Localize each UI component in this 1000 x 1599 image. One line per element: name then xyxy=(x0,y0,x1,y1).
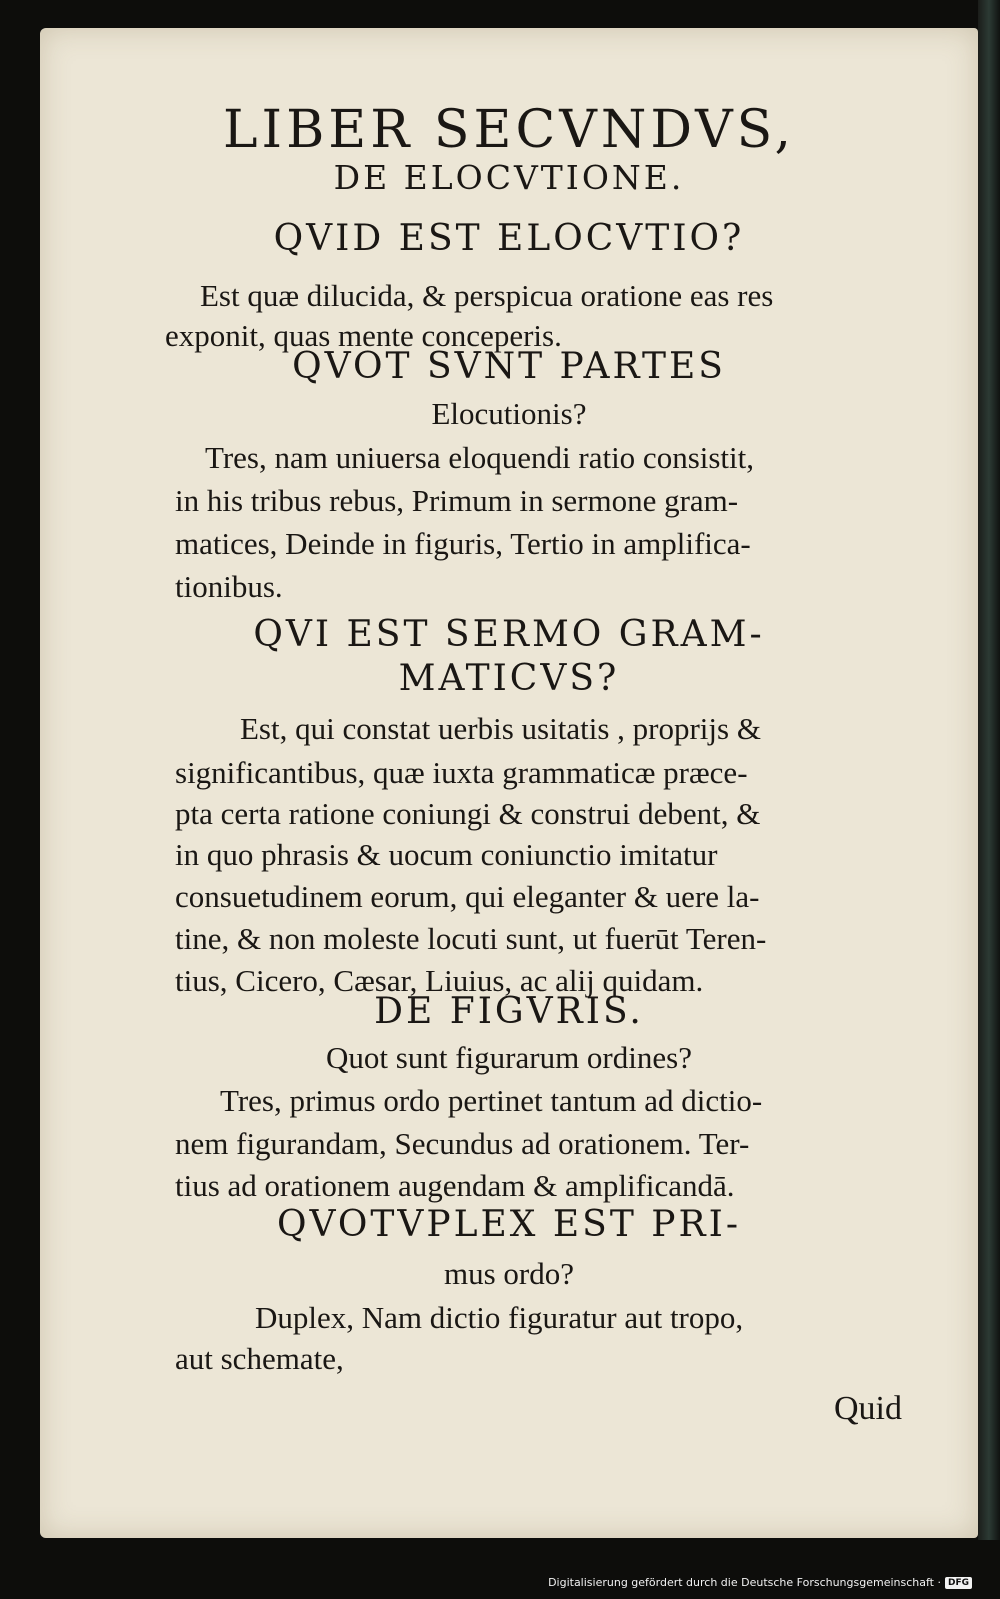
text-line: in quo phrasis & uocum coniunctio imitatur xyxy=(175,837,718,872)
text-line: mus ordo? xyxy=(443,1256,574,1291)
heading-line: LIBER SECVNDVS, xyxy=(223,100,795,160)
catchword: Quid xyxy=(834,1390,902,1427)
text-line: aut schemate, xyxy=(175,1341,344,1376)
text-line: Elocutionis? xyxy=(431,396,587,431)
text-line: Est quæ dilucida, & perspicua oratione eas res xyxy=(200,278,774,313)
book-page xyxy=(40,28,978,1538)
text-line: tius ad orationem augendam & amplificandā. xyxy=(175,1168,735,1203)
text-line: Duplex, Nam dictio figuratur aut tropo, xyxy=(255,1300,744,1335)
text-line: nem figurandam, Secundus ad orationem. Ter- xyxy=(175,1126,750,1161)
heading-line: QVOTVPLEX EST PRI- xyxy=(277,1204,741,1245)
text-line: tionibus. xyxy=(175,569,283,604)
text-line: Quot sunt figurarum ordines? xyxy=(326,1040,692,1075)
text-line: tine, & non moleste locuti sunt, ut fuerūt Teren- xyxy=(175,921,767,956)
text-line: exponit, quas mente conceperis. xyxy=(165,318,562,353)
text-line: tius, Cicero, Cæsar, Liuius, ac alij quidam. xyxy=(175,963,704,998)
text-line: Tres, nam uniuersa eloquendi ratio consistit, xyxy=(205,440,755,475)
text-line: significantibus, quæ iuxta grammaticæ præce- xyxy=(175,755,748,790)
digitization-credit xyxy=(548,1576,972,1589)
text-line: consuetudinem eorum, qui eleganter & uere la- xyxy=(175,879,760,914)
heading-line: MATICVS? xyxy=(398,658,620,699)
heading-line: DE FIGVRIS. xyxy=(374,991,644,1032)
text-line: pta certa ratione coniungi & construi debent, & xyxy=(175,796,761,831)
text-line: Tres, primus ordo pertinet tantum ad dictio- xyxy=(220,1083,763,1118)
dfg-logo: DFG xyxy=(945,1577,972,1589)
heading-line: QVID EST ELOCVTIO? xyxy=(273,218,745,259)
heading-line: QVOT SVNT PARTES xyxy=(292,346,726,387)
text-line: matices, Deinde in figuris, Tertio in amplifica- xyxy=(175,526,751,561)
heading-line: DE ELOCVTIONE. xyxy=(333,158,685,197)
heading-line: QVI EST SERMO GRAM- xyxy=(253,614,765,655)
text-line: in his tribus rebus, Primum in sermone gram- xyxy=(175,483,739,518)
text-line: Est, qui constat uerbis usitatis , proprijs & xyxy=(240,711,761,746)
credit-text: Digitalisierung gefördert durch die Deutsche Forschungsgemeinschaft · xyxy=(548,1576,941,1589)
